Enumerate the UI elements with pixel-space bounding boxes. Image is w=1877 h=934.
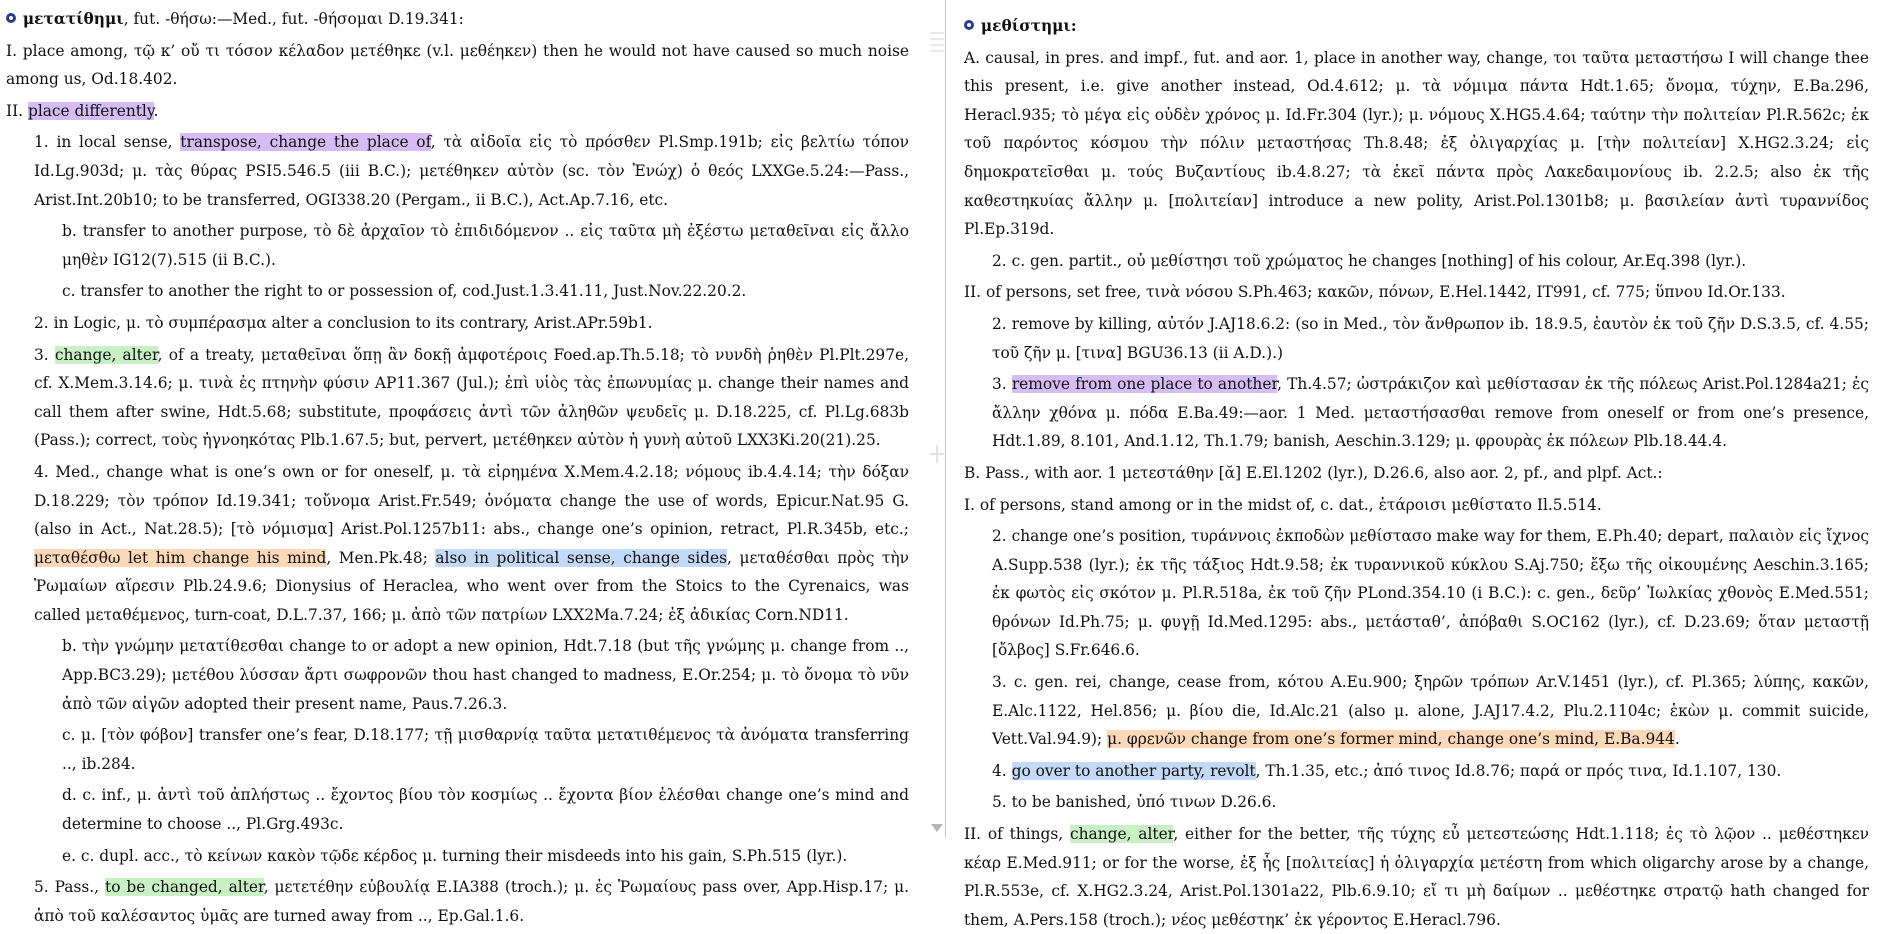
divider-handle[interactable] [930, 32, 944, 34]
highlight-green[interactable]: change, alter [54, 345, 158, 364]
sense-II-2: 2. in Logic, μ. τὸ συμπέρασμα alter a conclusion to its contrary, Arist.APr.59b1. [34, 313, 653, 332]
sense-II: II. place differently. [6, 101, 159, 120]
highlight-blue[interactable]: also in political sense, change sides [435, 548, 728, 567]
sense-A-2: 2. c. gen. partit., οὐ μεθίστησι τοῦ χρώματος he changes [nothing] of his colour, Ar.Eq.398 (lyr.). [992, 251, 1747, 270]
highlight-orange[interactable]: μ. φρενῶν change from one’s former mind, change one’s mind, E.Ba.944 [1107, 730, 1675, 749]
sense-I: I. place among, τῷ κ’ οὔ τι τόσον κέλαδον μετέθηκε (v.l. μεθέηκεν) then he would not have caused so much noise among us, Od.18.402. [6, 41, 909, 89]
sense-II-5: 5. Pass., to be changed, alter, μετετέθην εὐβουλίᾳ E.IA388 (troch.); μ. ἐς Ῥωμαίους pass over, App.Hisp.17; μ. ἀπὸ τοῦ καλέσαντος ὑμᾶς are turned away from .., Ep.Gal.1.6. [34, 878, 909, 925]
entry-forms: , fut. -θήσω:—Med., fut. -θήσομαι D.19.341: [123, 10, 464, 28]
sense-II-4-e: e. c. dupl. acc., τὸ κείνων κακὸν τῷδε κέρδος μ. turning their misdeeds into his gain, S.Ph.515 (lyr.). [62, 846, 848, 865]
highlight-blue[interactable]: go over to another party, revolt [1011, 761, 1256, 780]
highlight-green[interactable]: change, alter [1070, 825, 1174, 844]
sense-II-3: 3. change, alter, of a treaty, μεταθεῖναι ὅπῃ ἂν δοκῇ ἀμφοτέροις Foed.ap.Th.5.18; τὸ νυνδὴ ῥηθὲν Pl.Plt.297e, cf. X.Mem.3.14.6; μ. τινὰ ἐς πτηνὴν φύσιν AP11.367 (Jul.); ἐπὶ υἱὸς τὰς ἐπωνυμίας μ. change their names and call them after swine, Hdt.5.68; substitute, προφάσεις ἀντὶ τῶν ἀληθῶν ψευδεῖς μ. D.18.225, cf. Pl.Lg.683b (Pass.); correct, τοὺς ἠγνοηκότας Plb.1.67.5; but, pervert, μετέθηκεν αὐτὸν ἡ γυνὴ αὐτοῦ LXX3Ki.20(21).25. [34, 345, 909, 450]
sense-B-I: I. of persons, stand among or in the midst of, c. dat., ἑτάροισι μεθίστατο Il.5.514. [964, 495, 1602, 514]
sense-B: B. Pass., with aor. 1 μετεστάθην [ᾰ] E.El.1202 (lyr.), D.26.6, also aor. 2, pf., and plpf. Act.: [964, 463, 1663, 482]
sense-A-II: II. of persons, set free, τινὰ νόσου S.Ph.463; κακῶν, πόνων, E.Hel.1442, IT991, cf. 775; ὕπνου Id.Or.133. [964, 283, 1786, 302]
entry-marker-icon[interactable] [6, 13, 16, 23]
entry-lemma: μετατίθημι [22, 10, 124, 28]
sense-B-I-3: 3. c. gen. rei, change, cease from, κότου A.Eu.900; ξηρῶν τρόπων Ar.V.1451 (lyr.), cf. Pl.365; λύπης, κακῶν, E.Alc.1122, Hel.856; μ. βίου die, Id.Alc.21 (also μ. alone, J.AJ17.4.2, Plu.2.1104c; ἑκὼν μ. commit suicide, Vett.Val.94.9); μ. φρενῶν change from one’s former mind, change one’s mind, E.Ba.944. [992, 673, 1869, 749]
sense-B-I-2: 2. change one’s position, τυράννοις ἐκποδὼν μεθίστασο make way for them, E.Ph.40; depart, παλαιὸν εἰς ἴχνος A.Supp.538 (lyr.); ἐκ τῆς τάξιος Hdt.9.58; ἐκ τυραννικοῦ κύκλου S.Aj.750; ἔξω τῆς οἰκουμένης Aeschin.3.165; ἐκ φωτὸς εἰς σκότον μ. Pl.R.518a, ἐκ τοῦ ζῆν PLond.354.10 (i B.C.): c. gen., δεῦρ’ Ἰωλκίας χθονὸς E.Med.551; θρόνων Id.Ph.75; μ. φυγῇ Id.Med.1295: abs., μετάσταθ’, ἀπόβαθι S.OC162 (lyr.), cf. D.23.69; ὅταν μεταστῇ [ὄλβος] S.Fr.646.6. [992, 527, 1869, 660]
sense-A: A. causal, in pres. and impf., fut. and aor. 1, place in another way, change, τοι ταῦτα μεταστήσω I will change thee this present, i.e. give another instead, Od.4.612; μ. τὰ νόμιμα πάντα Hdt.1.65; ὄνομα, τύχην, E.Ba.296, Heracl.935; τὸ μέγα εἰς οὐδὲν χρόνος μ. Id.Fr.304 (lyr.); μ. νόμους X.HG5.4.64; ταύτην τὴν πολιτείαν Pl.R.562c; ἐκ τοῦ παρόντος κόσμου τὴν πόλιν μεταστήσας Th.8.48; ἐξ ὀλιγαρχίας μ. [τὴν πολιτείαν] X.HG2.3.24; εἰς δημοκρατεῖσθαι μ. τούς Βυζαντίους ib.4.8.27; τὰ ἐκεῖ πάντα πρὸς Λακεδαιμονίους ib. 2.2.5; also ἐκ τῆς καθεστηκυίας ἄλλην μ. [πολιτείαν] introduce a new polity, Arist.Pol.1301b8; μ. βασιλείαν ἀντὶ τυραννίδος Pl.Ep.319d. [964, 48, 1869, 239]
sense-II-1-b: b. transfer to another purpose, τὸ δὲ ἀρχαῖον τὸ ἐπιδιδόμενον .. εἰς ταῦτα μὴ ἐξέστω μεταθεῖναι εἰς ἄλλο μηθὲν IG12(7).515 (ii B.C.). [62, 222, 909, 269]
sense-II-4-b: b. τὴν γνώμην μετατίθεσθαι change to or adopt a new opinion, Hdt.7.18 (but τῆς γνώμης μ. change from .., App.BC3.29); μετέθου λύσσαν ἄρτι σωφρονῶν thou hast changed to madness, E.Or.254; μ. τὸ ὄνομα τὸ νῦν ἀπὸ τῶν αἰγῶν adopted their present name, Paus.7.26.3. [62, 637, 909, 713]
sense-II-4-d: d. c. inf., μ. ἀντὶ τοῦ ἀπλήστως .. ἔχοντος βίου τὸν κοσμίως .. ἔχοντα βίον ἑλέσθαι change one’s mind and determine to choose .., Pl.Grg.493c. [62, 786, 909, 834]
highlight-purple[interactable]: place differently [27, 101, 154, 120]
sense-II-4: 4. Med., change what is one’s own or for oneself, μ. τὰ εἰρημένα X.Mem.4.2.18; νόμους ib.4.4.14; τὴν δόξαν D.18.229; τὸν τρόπον Id.19.341; τοὔνομα Arist.Fr.549; ὀνόματα change the use of words, Epicur.Nat.95 G. (also in Act., Nat.28.5); [τὸ νόμισμα] Arist.Pol.1257b11: abs., change one’s opinion, retract, Pl.R.345b, etc.; μεταθέσθω let him change his mind, Men.Pk.48; also in political sense, change sides, μεταθέσθαι πρὸς τὴν Ῥωμαίων αἵρεσιν Plb.24.9.6; Dionysius of Heraclea, who went over from the Stoics to the Cyrenaics, was called μεταθέμενος, turn-coat, D.L.7.37, 166; μ. ἀπὸ τῶν πατρίων LXX2Ma.7.24; ἐξ ἀδικίας Corn.ND11. [34, 462, 909, 624]
highlight-green[interactable]: to be changed, alter [105, 878, 264, 897]
scroll-down-arrow-icon[interactable] [931, 824, 943, 832]
sense-II-1-c: c. transfer to another the right to or possession of, cod.Just.1.3.41.11, Just.Nov.22.20.2. [62, 282, 747, 301]
splitter-grip[interactable] [930, 453, 944, 455]
entry-header [964, 12, 1869, 41]
divider-handle[interactable] [930, 44, 944, 46]
left-entry-pane[interactable] [0, 0, 933, 925]
pane-divider[interactable] [945, 0, 946, 838]
sense-B-I-5: 5. to be banished, ὑπό τινων D.26.6. [992, 793, 1277, 812]
sense-II-4-c: c. μ. [τὸν φόβον] transfer one’s fear, D.18.177; τῇ μισθαρνίᾳ ταῦτα μετατιθέμενος τὰ ἀνόματα transferring .., ib.284. [62, 726, 909, 773]
entry-lemma: μεθίστημι: [980, 17, 1077, 35]
right-entry-pane[interactable] [958, 0, 1877, 929]
entry-header [6, 5, 909, 34]
sense-A-II-2: 2. remove by killing, αὐτόν J.AJ18.6.2: (so in Med., τὸν ἄνθρωπον ib. 18.9.5, ἑαυτὸν ἐκ τοῦ ζῆν D.S.3.5, cf. 4.55; τοῦ ζῆν μ. [τινα] BGU36.13 (ii A.D.).) [992, 314, 1869, 362]
entry-marker-icon[interactable] [964, 20, 974, 30]
highlight-purple[interactable]: transpose, change the place of [180, 133, 431, 152]
divider-handle[interactable] [930, 38, 944, 40]
sense-II-1: 1. in local sense, transpose, change the place of, τὰ αἰδοῖα εἰς τὸ πρόσθεν Pl.Smp.191b; εἰς βελτίω τόπον Id.Lg.903d; μ. τὰς θύρας PSI5.546.5 (iii B.C.); μετέθηκεν αὐτὸν (sc. τὸν Ἐνώχ) ὁ θεός LXXGe.5.24:—Pass., Arist.Int.20b10; to be transferred, OGI338.20 (Pergam., ii B.C.), Act.Ap.7.16, etc. [34, 133, 909, 209]
divider-handle[interactable] [930, 50, 944, 52]
sense-A-II-3: 3. remove from one place to another, Th.4.57; ὠστράκιζον καὶ μεθίστασαν ἐκ τῆς πόλεως Arist.Pol.1284a21; ἐς ἄλλην χθόνα μ. πόδα E.Ba.49:—aor. 1 Med. μεταστήσασθαι remove from oneself or from one’s presence, Hdt.1.89, 8.101, And.1.12, Th.1.79; banish, Aeschin.3.129; μ. φρουρὰς ἐκ πόλεων Plb.18.44.4. [992, 375, 1869, 451]
sense-B-II: II. of things, change, alter, either for the better, τῆς τύχης εὖ μετεστεώσης Hdt.1.118; ἐς τὸ λῷον .. μεθέστηκεν κέαρ E.Med.911; or for the worse, ἐξ ἧς [πολιτείας] ἡ ὀλιγαρχία μετέστη from which oligarchy arose by a change, Pl.R.553e, cf. X.HG2.3.24, Arist.Pol.1301a22, Plb.6.9.10; εἴ τι μὴ δαίμων .. μεθέστηκε στρατῷ hath changed for them, A.Pers.158 (troch.); νέος μεθέστηκ’ ἐκ γέροντος E.Heracl.796. [964, 825, 1870, 929]
highlight-orange[interactable]: μεταθέσθω let him change his mind [34, 548, 327, 567]
sense-B-I-4: 4. go over to another party, revolt, Th.1.35, etc.; ἀπό τινος Id.8.76; παρά or πρός τινα, Id.1.107, 130. [992, 761, 1782, 780]
highlight-purple[interactable]: remove from one place to another [1011, 375, 1278, 394]
